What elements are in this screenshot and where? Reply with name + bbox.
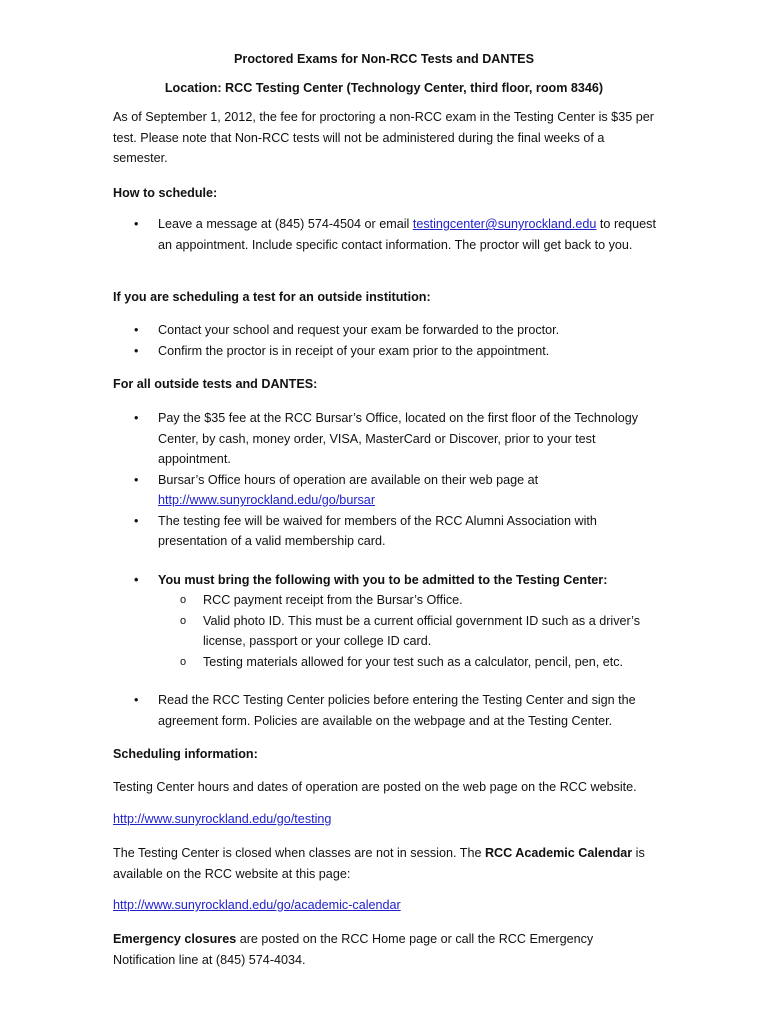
calendar-link-line xyxy=(113,895,658,916)
bursar-hours-text: Bursar’s Office hours of operation are available on their web page at xyxy=(158,472,539,487)
list-item: • You must bring the following with you to be admitted to the Testing Center: xyxy=(158,570,658,591)
testing-link[interactable]: http://www.sunyrockland.edu/go/testing xyxy=(113,812,332,826)
outside-tests-heading: For all outside tests and DANTES: xyxy=(113,377,318,391)
list-item: • Contact your school and request your exam be forwarded to the proctor. xyxy=(158,320,658,341)
sub-list-item: o Testing materials allowed for your test such as a calculator, pencil, pen, etc. xyxy=(203,652,653,673)
list-item: • Pay the $35 fee at the RCC Bursar’s Office, located on the first floor of the Technology Center, by cash, money order, VISA, MasterCard or Discover, prior to your test appointment. xyxy=(158,408,658,470)
closed-text-rest: is available on the RCC website at this page: xyxy=(113,846,645,881)
bring-sublist xyxy=(203,590,653,672)
emergency-paragraph xyxy=(113,929,658,970)
emergency-text: are posted on the RCC Home page or call the RCC Emergency Notification line at (845) 574-4034. xyxy=(113,932,594,967)
sub-list-item: o RCC payment receipt from the Bursar’s Office. xyxy=(203,590,653,611)
how-to-schedule-heading: How to schedule: xyxy=(113,186,218,200)
intro-paragraph: As of September 1, 2012, the fee for proctoring a non-RCC exam in the Testing Center is $35 per test. Please note that Non-RCC tests will not be administered during the final weeks of a semester. xyxy=(113,110,654,165)
bursar-link[interactable]: http://www.sunyrockland.edu/go/bursar xyxy=(158,493,376,507)
outside-institution-heading: If you are scheduling a test for an outside institution: xyxy=(113,290,431,304)
list-item: • Confirm the proctor is in receipt of your exam prior to the appointment. xyxy=(158,341,658,362)
outside-institution-list xyxy=(158,320,658,361)
contact-text-rest: to request an appointment. Include specific contact information. The proctor will get back to you. xyxy=(158,217,656,252)
calendar-link[interactable]: http://www.sunyrockland.edu/go/academic-calendar xyxy=(113,898,401,912)
location-line: Location: RCC Testing Center (Technology Center, third floor, room 8346) xyxy=(164,81,604,95)
list-item: • The testing fee will be waived for members of the RCC Alumni Association with presentation of a valid membership card. xyxy=(158,511,658,552)
scheduling-heading: Scheduling information: xyxy=(113,747,258,761)
closed-text: The Testing Center is closed when classes are not in session. The xyxy=(113,846,485,860)
bring-list xyxy=(158,570,658,591)
document-title: Proctored Exams for Non-RCC Tests and DANTES xyxy=(234,52,534,66)
hours-paragraph: Testing Center hours and dates of operation are posted on the web page on the RCC website. xyxy=(113,780,637,794)
contact-text: Leave a message at (845) 574-4504 or email xyxy=(158,217,413,231)
list-item: • Read the RCC Testing Center policies before entering the Testing Center and sign the agreement form. Policies are available on the webpage and at the Testing Center. xyxy=(158,690,658,731)
emergency-label: Emergency closures xyxy=(113,932,237,946)
academic-calendar-label: RCC Academic Calendar xyxy=(484,846,633,860)
outside-tests-list xyxy=(158,408,658,552)
email-link[interactable]: testingcenter@sunyrockland.edu xyxy=(412,217,597,231)
how-to-schedule-list xyxy=(158,214,658,255)
closed-paragraph xyxy=(113,843,658,884)
sub-list-item: o Valid photo ID. This must be a current official government ID such as a driver’s license, passport or your college ID card. xyxy=(203,611,653,652)
testing-link-line xyxy=(113,809,658,830)
list-item xyxy=(158,470,658,511)
policies-list xyxy=(158,690,658,731)
list-item xyxy=(158,214,658,255)
